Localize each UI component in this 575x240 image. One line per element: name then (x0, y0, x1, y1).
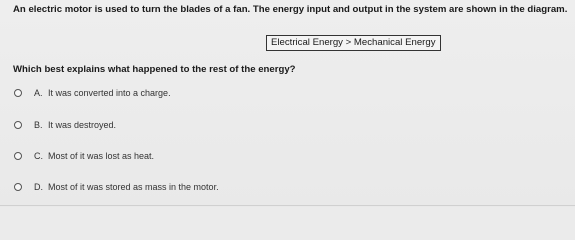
radio-button-icon[interactable] (14, 152, 22, 160)
choice-c[interactable] (14, 149, 154, 163)
choice-letter: D. (34, 182, 43, 192)
choice-letter: B. (34, 120, 43, 130)
choice-text: It was converted into a charge. (48, 88, 171, 98)
choice-d[interactable] (14, 180, 219, 194)
choice-letter: A. (34, 88, 43, 98)
energy-diagram: Electrical Energy > Mechanical Energy (266, 35, 441, 51)
choice-text: Most of it was lost as heat. (48, 151, 155, 161)
divider (0, 205, 575, 206)
radio-button-icon[interactable] (14, 89, 22, 97)
question-prompt: Which best explains what happened to the rest of the energy? (13, 64, 296, 75)
choice-a[interactable] (14, 86, 171, 100)
choice-text: Most of it was stored as mass in the motor. (48, 182, 219, 192)
choice-b[interactable] (14, 118, 116, 132)
choice-letter: C. (34, 151, 43, 161)
radio-button-icon[interactable] (14, 121, 22, 129)
question-text: An electric motor is used to turn the blades of a fan. The energy input and output in the system are shown in the diagram. (13, 4, 568, 15)
choice-text: It was destroyed. (48, 120, 117, 130)
radio-button-icon[interactable] (14, 183, 22, 191)
